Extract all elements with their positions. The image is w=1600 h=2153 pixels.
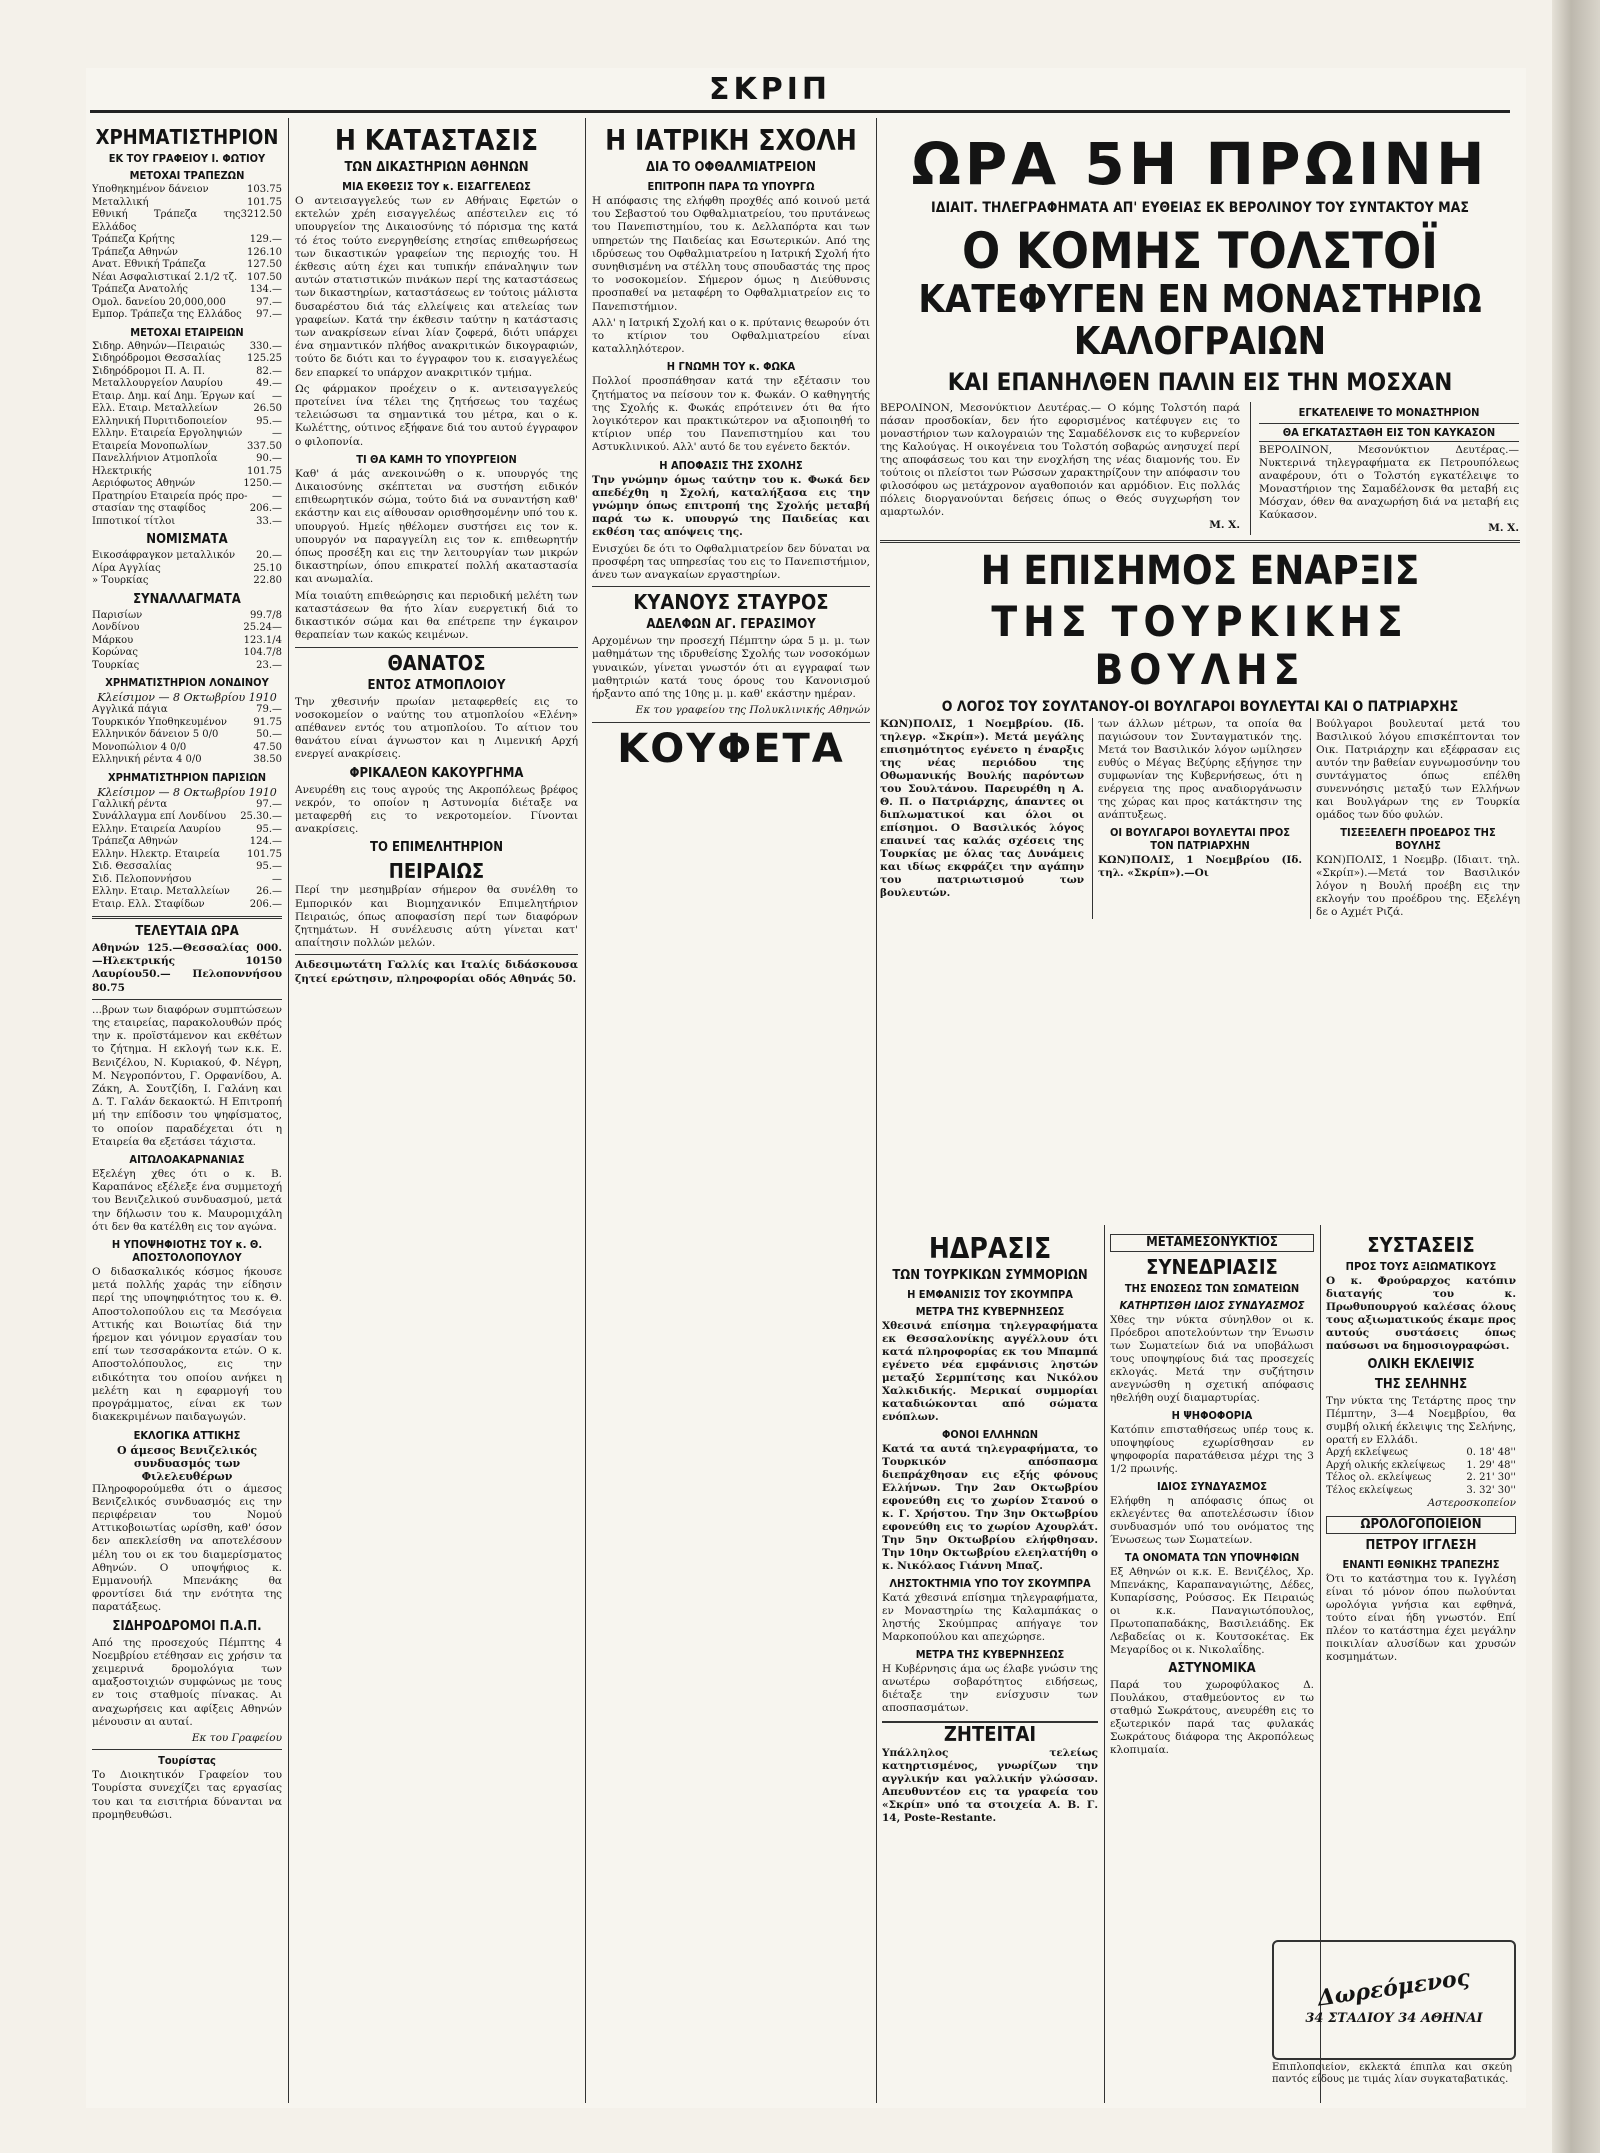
companies-heading: ΜΕΤΟΧΑΙ ΕΤΑΙΡΕΙΩΝ bbox=[130, 325, 244, 339]
row-value: 50.— bbox=[256, 729, 282, 740]
lead-story bbox=[880, 118, 1520, 1220]
row-value: 125.25 bbox=[247, 353, 282, 364]
row-label: Ελλην. Εταιρεία Λαυρίου bbox=[92, 823, 221, 835]
table-row bbox=[92, 478, 282, 491]
courts-text-4: Μία τοιαύτη επιθεώρησις και περιοδική μελέτη των καταστάσεων θα ήτο λίαν ευεργετική διά το δικαστικόν σώμα και θα επέτρεπε την έγκαιρον θεραπείαν των κακώς κειμένων. bbox=[295, 589, 578, 642]
medical-text-2: Αλλ' η Ιατρική Σχολή και ο κ. πρύτανις θεωρούν ότι το κτίριον του Οφθαλμιατρείου είναι καταλληλότερον. bbox=[592, 316, 870, 356]
wanted-title: ΖΗΤΕΙΤΑΙ bbox=[882, 1721, 1098, 1745]
session-text: Χθες την νύκτα σύνηλθον οι κ. Πρόεδροι αποτελούντων την Ένωσιν των Σωματείων διά να υποβάλωσι τους υποψηφίους διά τας προσεχείς εκλογάς. Μετά την συζήτησιν ανεγνώσθη η σχετική απόφασις ηθελήθη ουχί διαμαρτυρίας. bbox=[1110, 1314, 1314, 1404]
eclipse-text: Την νύκτα της Τετάρτης προς την Πέμπτην, 3—4 Νοεμβρίου, θα συμβή ολική έκλειψις της Σελήνης, ορατή εν Ελλάδι. bbox=[1326, 1395, 1516, 1446]
currency-table bbox=[92, 550, 282, 588]
row-label: Τράπεζα Ανατολής bbox=[92, 284, 188, 295]
row-label: Μεταλλουργείον Λαυρίου bbox=[92, 378, 223, 389]
table-row bbox=[92, 259, 282, 272]
row-value: 26.50 bbox=[253, 403, 282, 414]
row-label: Ελλην. Ηλεκτρ. Εταιρεία bbox=[92, 848, 220, 860]
table-row bbox=[92, 234, 282, 247]
article-body: ...βρων των διαφόρων συμπτώσεων της εταιρείας, παρακολουθών πρός την κ. προϊστάμενον και εκθέτων το ζήτημα. Η εκλογή των κ.κ. Ε. Βενιζέλου, Ν. Κυριακού, Φ. Νέγρη, Μ. Νεγροπόντου, Γ. Ορφανίδου, Α. Ζάκη, Α. Σουτζίδη, Ι. Γαλάνη και Δ. Τ. Γαλάν δεκαοκτώ. Η Επιτροπή μή την επίδοσιν του ψηφίσματος, το οποίον παραδέχεται ότι η Εταιρεία θα εξετάσει τάχιστα. bbox=[92, 1003, 282, 1148]
row-value: 101.75 bbox=[247, 848, 282, 860]
row-value: 79.— bbox=[256, 704, 282, 715]
row-label: Μάρκου bbox=[92, 634, 134, 646]
red-cross-text: Αρχομένων την προσεχή Πέμπτην ώρα 5 μ. μ. των μαθημάτων της ιδρυθείσης Σχολής των νοσοκόμων γυναικών, γίνεται γνωστόν ότι αι εγγραφαί των μαθητριών κατά τους όρους του Κανονισμού ήρξαντο από της 10ης μ. μ. καθ' εκάστην ημέραν. bbox=[592, 635, 870, 701]
table-row bbox=[92, 391, 282, 404]
row-value: 206.— bbox=[249, 503, 282, 514]
red-cross-subtitle: ΑΔΕΛΦΩΝ ΑΓ. ΓΕΡΑΣΙΜΟΥ bbox=[646, 617, 816, 633]
medical-subtitle: ΔΙΑ ΤΟ ΟΦΘΑΛΜΙΑΤΡΕΙΟΝ bbox=[645, 160, 817, 175]
table-row bbox=[92, 563, 282, 576]
row-value: 330.— bbox=[249, 340, 282, 352]
row-value: 25.24— bbox=[243, 622, 282, 633]
watchmaker-subtitle: ΠΕΤΡΟΥ ΙΓΓΛΕΣΗ bbox=[1365, 1538, 1477, 1553]
tolstoy-left-sign: Μ. Χ. bbox=[1209, 519, 1240, 531]
row-value: 129.— bbox=[249, 234, 282, 245]
row-label: Τέλος εκλείψεως bbox=[1326, 1484, 1413, 1496]
row-label: στασίαν της σταφίδος bbox=[92, 503, 206, 514]
courts-title: Η ΚΑΤΑΣΤΑΣΙΣ bbox=[334, 124, 539, 157]
measures-text: Η Κυβέρνησις άμα ως έλαβε γνώσιν της ανωτέρω σοβαρότητος ειδήσεως, διέταξε την ενίσχυσιν των αποσπασμάτων. bbox=[882, 1663, 1098, 1714]
table-row bbox=[1326, 1472, 1516, 1485]
tolstoy-right bbox=[1250, 402, 1519, 535]
row-value: 97.— bbox=[256, 296, 282, 308]
row-label: Συνάλλαγμα επί Λονδίνου bbox=[92, 811, 227, 822]
row-label: Σιδ. Θεσσαλίας bbox=[92, 861, 172, 872]
row-value: 99.7/8 bbox=[250, 609, 282, 621]
row-value: 47.50 bbox=[253, 741, 282, 753]
table-row bbox=[92, 824, 282, 837]
row-label: Εθνική Τράπεζα της Ελλάδος bbox=[92, 209, 241, 233]
courts-subtitle-2: ΜΙΑ ΕΚΘΕΣΙΣ ΤΟΥ κ. ΕΙΣΑΓΓΕΛΕΩΣ bbox=[342, 180, 531, 193]
row-label: Τράπεζα Αθηνών bbox=[92, 836, 178, 847]
table-row bbox=[92, 811, 282, 824]
table-row bbox=[92, 341, 282, 354]
tourist-title: Τουρίστας bbox=[158, 1754, 216, 1768]
page-edge bbox=[1552, 0, 1600, 2153]
bulgarians-heading: ΟΙ ΒΟΥΛΓΑΡΟΙ ΒΟΥΛΕΥΤΑΙ ΠΡΟΣ ΤΟΝ ΠΑΤΡΙΑΡΧΗΝ bbox=[1109, 826, 1290, 852]
bandits-text: Χθεσινά επίσημα τηλεγραφήματα εκ Θεσσαλονίκης αγγέλλουν ότι κατά πληροφορίας εκ του Μπαμπά εγένετο νέα εμφάνισις ληστών μεταξύ Σερμπίτσης και Νικόλου Χαλκιδικής. Μερικαί συμμορίαι καταδιώκονται από σώματα ενόπλων. bbox=[882, 1320, 1098, 1423]
row-label: Τράπεζα Αθηνών bbox=[92, 246, 178, 258]
row-label: Πανελλήνιον Ατμοπλοΐα bbox=[92, 453, 218, 464]
table-row bbox=[92, 403, 282, 416]
companies-table bbox=[92, 341, 282, 529]
table-row bbox=[92, 297, 282, 310]
banks-table bbox=[92, 184, 282, 322]
row-value: 3212.50 bbox=[240, 209, 282, 220]
bandits-subtitle: ΤΩΝ ΤΟΥΡΚΙΚΩΝ ΣΥΜΜΟΡΙΩΝ bbox=[892, 1268, 1088, 1283]
row-value: 91.75 bbox=[253, 716, 282, 728]
row-label: Σιδ. Πελοποννήσου bbox=[92, 873, 192, 885]
row-value: 97.— bbox=[256, 798, 282, 810]
police-text: Παρά του χωροφύλακος Δ. Πουλάκου, σταθμεύοντος εν τω σταθμώ Σωκράτους, ανευρέθη εις το εξωτερικόν παρά τας φυλακάς Σωκράτους διάφορα της Ακροπόλεως κλοπιμαία. bbox=[1110, 1679, 1314, 1756]
aitolia-text: Εξελέγη χθες ότι ο κ. Β. Καραπάνος εξέλεξε ένα συμμετοχή του Βενιζελικού συνδυασμού, μετά την δήλωσιν του κ. Μαυρομιχάλη ότι δεν θα κατέλθη εις τον αγώνα. bbox=[92, 1168, 282, 1233]
president-heading: ΤΙΣΕΞΕΛΕΓΗ ΠΡΟΕΔΡΟΣ ΤΗΣ ΒΟΥΛΗΣ bbox=[1340, 826, 1496, 852]
table-row bbox=[92, 717, 282, 730]
london-date: Κλείσιμον — 8 Οκτωβρίου 1910 bbox=[97, 691, 277, 704]
exchange-table bbox=[92, 610, 282, 673]
row-label: Λίρα Αγγλίας bbox=[92, 562, 161, 574]
session-subtitle: ΤΗΣ ΕΝΩΣΕΩΣ ΤΩΝ ΣΩΜΑΤΕΙΩΝ bbox=[1124, 1282, 1300, 1295]
column-courts bbox=[295, 122, 578, 2112]
tourist-text: Το Διοικητικόν Γραφείον του Τουρίστα συνεχίζει τας εργασίας του και τα εισιτήρια δύνανται να προμηθευθώσι. bbox=[92, 1769, 282, 1821]
table-row bbox=[92, 247, 282, 260]
chamber-text: Περί την μεσημβρίαν σήμερον θα συνέλθη το Εμπορικόν και Βιομηχανικόν Επιμελητήριον Πειραιώς, όπως αποφασίση περί των διαφόρων ζητημάτων. Η συνέλευσις αύτη γίνεται κατ' απαίτησιν πολλών μελών. bbox=[295, 884, 578, 950]
table-row bbox=[92, 647, 282, 660]
table-row bbox=[1326, 1447, 1516, 1460]
advice-subtitle: ΠΡΟΣ ΤΟΥΣ ΑΞΙΩΜΑΤΙΚΟΥΣ bbox=[1345, 1260, 1497, 1273]
table-row bbox=[92, 284, 282, 297]
vote-text: Κατόπιν επισταθήσεως υπέρ τους κ. υποψηφίους εχωρίσθησαν εν ψηφοφορία παρατάθεισα μέχρι της 3 1/2 πρωινής. bbox=[1110, 1424, 1314, 1475]
death-text: Την χθεσινήν πρωίαν μεταφερθείς εις το νοσοκομείον ο ναύτης του ατμοπλοίου «Ελένη» απέθανεν εντός του ατμοπλοίου. Το αίτιον του θανάτου είναι άγνωστον και η Λιμενική Αρχή ενεργεί ανακρίσεις. bbox=[295, 695, 578, 761]
row-value: 95.— bbox=[256, 415, 282, 427]
london-heading: ΧΡΗΜΑΤΙΣΤΗΡΙΟΝ ΛΟΝΔΙΝΟΥ bbox=[105, 676, 269, 689]
medical-text-5: Ενισχύει δε ότι το Οφθαλμιατρείον δεν δύναται να προσφέρη τας υπηρεσίας του εις το Πανεπιστήμιον, άνευ των αναγκαίων εργαστηρίων. bbox=[592, 542, 870, 582]
table-row bbox=[92, 886, 282, 899]
row-value: 49.— bbox=[256, 378, 282, 389]
row-value: 22.80 bbox=[253, 575, 282, 586]
column-rule bbox=[1104, 1225, 1105, 2103]
column-rule bbox=[288, 118, 289, 2103]
row-value: 33.— bbox=[256, 515, 282, 527]
row-label: Ελληνική ρέντα 4 0/0 bbox=[92, 754, 202, 765]
row-value: — bbox=[272, 390, 282, 402]
stamp-name: Δωρεόμενος bbox=[1316, 1963, 1472, 2012]
table-row bbox=[92, 466, 282, 479]
table-row bbox=[92, 849, 282, 862]
row-label: Εταιρ. Ελλ. Σταφίδων bbox=[92, 898, 205, 910]
row-label: Εμπορ. Τράπεζα της Ελλάδος bbox=[92, 309, 242, 320]
apost-title: Η ΥΠΟΨΗΦΙΟΤΗΣ ΤΟΥ κ. Θ. ΑΠΟΣΤΟΛΟΠΟΥΛΟΥ bbox=[111, 1238, 263, 1265]
row-value: 1. 29' 48'' bbox=[1466, 1459, 1516, 1471]
row-label: Ελληνικόν δάνειον 5 0/0 bbox=[92, 729, 219, 740]
row-value: 126.10 bbox=[247, 246, 282, 258]
turkish-col-1: ΚΩΝ)ΠΟΛΙΣ, 1 Νοεμβρίου. (Ιδ. τηλεγρ. «Σκρίπ»). Μετά μεγάλης επισημότητος εγένετο η έναρξις της νέας περιόδου της Οθωμανικής Βουλής παρόντων του Σουλτάνου. Παρευρέθη η Α. Θ. Π. ο Πατριάρχης, άπαντες οι διπλωματικοί και όλοι οι επίσημοι. Ο Βασιλικός λόγος επαινεί τας καλάς σχέσεις της Τουρκίας με όλας τας Δυνάμεις και ιδίως εκφράζει την αγάπην του πατριωτισμού των βουλευτών. bbox=[880, 718, 1084, 899]
table-row bbox=[1326, 1485, 1516, 1498]
watchmaker-text: Ότι το κατάστημα του κ. Ιγγλέση είναι τό μόνον όπου πωλούνται ωρολόγια γνήσια και εφθηνά, τούτο είναι ήδη γνωστόν. Επί πλέον το κατάστημα έχει μεγάλην ποικιλίαν αλυσίδων και χρυσών κοσμημάτων. bbox=[1326, 1573, 1516, 1663]
last-hour-text: Αθηνών 125.—Θεσσαλίας 000.—Ηλεκτρικής 10150 Λαυρίου50.— Πελοποννήσου 80.75 bbox=[92, 942, 282, 994]
column-rule bbox=[585, 118, 586, 2103]
attiki-subtitle: Ο άμεσος Βενιζελικός συνδυασμός των Φιλελευθέρων bbox=[116, 1443, 258, 1483]
exchange-heading: ΣΥΝΑΛΛΑΓΜΑΤΑ bbox=[133, 591, 241, 607]
row-value: 101.75 bbox=[247, 196, 282, 208]
red-cross-source: Εκ του γραφείου της Πολυκλινικής Αθηνών bbox=[635, 704, 870, 717]
row-value: 25.10 bbox=[253, 562, 282, 574]
row-label: Τουρκικόν Υποθηκευμένον bbox=[92, 716, 227, 728]
table-row bbox=[92, 874, 282, 887]
row-value: 90.— bbox=[256, 453, 282, 464]
medical-text-3: Πολλοί προσπάθησαν κατά την εξέτασιν του ζητήματος να πείσουν τον κ. Φωκάν. Ο καθηγητής της Σχολής κ. Φωκάς επρότεινεν ότι θα ήτο λογικότερον και πρακτικώτερον να αξιοποιηθή το κτίριον υπέρ του Πανεπιστημίου και του Αστυκλινικού. Αλλ' αυτό δε του εγένετο δεκτόν. bbox=[592, 375, 870, 454]
fokas-heading: Η ΓΝΩΜΗ ΤΟΥ κ. ΦΩΚΑ bbox=[666, 360, 796, 374]
bandits-subtitle-3: ΜΕΤΡΑ ΤΗΣ ΚΥΒΕΡΝΗΣΕΩΣ bbox=[915, 1305, 1065, 1318]
table-row bbox=[92, 309, 282, 322]
markets-title: ΧΡΗΜΑΤΙΣΤΗΡΙΟΝ bbox=[95, 125, 279, 149]
police-title: ΑΣΤΥΝΟΜΙΚΑ bbox=[1168, 1661, 1256, 1676]
row-label: Ελλ. Εταιρ. Μεταλλείων bbox=[92, 403, 218, 414]
table-row bbox=[92, 575, 282, 588]
row-label: Τέλος ολ. εκλείψεως bbox=[1326, 1472, 1432, 1483]
row-label: Παρισίων bbox=[92, 609, 143, 621]
row-value: 134.— bbox=[249, 284, 282, 295]
row-value: 124.— bbox=[249, 836, 282, 847]
chamber-subtitle: ΠΕΙΡΑΙΩΣ bbox=[388, 859, 485, 884]
medical-text-4: Την γνώμην όμως ταύτην του κ. Φωκά δεν απεδέχθη η Σχολή, καταλήξασα εις την γνώμην όπως επιτροπή της Σχολής μεταβή παρά τω κ. υπουργώ της Παιδείας και εκθέση τας απόψεις της. bbox=[592, 473, 870, 539]
row-label: Υποθηκημένον δάνειον bbox=[92, 184, 209, 195]
attiki-title: ΕΚΛΟΓΙΚΑ ΑΤΤΙΚΗΣ bbox=[133, 1428, 241, 1442]
column-rule bbox=[876, 118, 877, 2103]
table-row bbox=[92, 861, 282, 874]
turkish-subtitle: Ο ΛΟΓΟΣ ΤΟΥ ΣΟΥΛΤΑΝΟΥ-ΟΙ ΒΟΥΛΓΑΡΟΙ ΒΟΥΛΕΥΤΑΙ ΚΑΙ Ο ΠΑΤΡΙΑΡΧΗΣ bbox=[941, 699, 1459, 715]
row-label: Ηλεκτρικής bbox=[92, 465, 152, 477]
eclipse-source: Αστεροσκοπείον bbox=[1427, 1497, 1516, 1509]
column-bandits bbox=[882, 1230, 1098, 2100]
row-value: 123.1/4 bbox=[243, 634, 282, 646]
row-label: Σιδηρόδρομοι Π. Α. Π. bbox=[92, 365, 205, 377]
tolstoy-left bbox=[880, 402, 1240, 535]
table-row bbox=[92, 441, 282, 454]
table-row bbox=[92, 366, 282, 379]
column-misc bbox=[1326, 1230, 1516, 1930]
medical-subtitle-2: ΕΠΙΤΡΟΠΗ ΠΑΡΑ ΤΩ ΥΠΟΥΡΓΩ bbox=[647, 180, 815, 193]
courts-text-2: Ως φάρμακον προέχειν ο κ. αντεισαγγελεύς προτείνει ίνα τέλει της ζητήσεως του ταχέως τελειώσωσι τα σημαντικά του μέτρα, και ο κ. Κωλέττης, ούτινος εξήφανε διά του αυτού έγγραφον ο φιλοπονία. bbox=[295, 382, 578, 448]
table-row bbox=[92, 184, 282, 197]
table-row bbox=[92, 704, 282, 717]
row-value: 38.50 bbox=[253, 754, 282, 765]
tolstoy-right-sign: Μ. Χ. bbox=[1488, 522, 1519, 534]
session-subtitle-2: ΚΑΤΗΡΤΙΣΘΗ ΙΔΙΟΣ ΣΥΝΔΥΑΣΜΟΣ bbox=[1119, 1299, 1305, 1312]
row-label: Γαλλική ρέντα bbox=[92, 798, 168, 810]
row-value: 25.30.— bbox=[240, 811, 282, 822]
table-row bbox=[92, 272, 282, 285]
medical-title: Η ΙΑΤΡΙΚΗ ΣΧΟΛΗ bbox=[605, 124, 857, 157]
row-label: Ελλην. Εταιρεία Εργοληψιών bbox=[92, 428, 243, 439]
courts-subtitle: ΤΩΝ ΔΙΚΑΣΤΗΡΙΩΝ ΑΘΗΝΩΝ bbox=[344, 160, 529, 175]
table-row bbox=[92, 622, 282, 635]
session-title: ΜΕΤΑΜΕΣΟΝΥΚΤΙΟΣ bbox=[1110, 1234, 1314, 1252]
railways-text: Από της προσεχούς Πέμπτης 4 Νοεμβρίου ετέθησαν εις χρήσιν τα χειμερινά δρομολόγια των αμαξοστοιχιών συμφώνως με τους εν τοις σταθμοίς πίνακας. Αι αναχωρήσεις και αφίξεις Αθηνών μένουσιν αι αυταί. bbox=[92, 1636, 282, 1728]
row-value: — bbox=[272, 490, 282, 502]
coalition-title: ΙΔΙΟΣ ΣΥΝΔΥΑΣΜΟΣ bbox=[1156, 1480, 1268, 1493]
top-rule bbox=[90, 110, 1510, 113]
bandits-subtitle-2: Η ΕΜΦΑΝΙΣΙΣ ΤΟΥ ΣΚΟΥΜΠΡΑ bbox=[907, 1288, 1073, 1301]
headline-moscow: ΚΑΙ ΕΠΑΝΗΛΘΕΝ ΠΑΛΙΝ ΕΙΣ ΤΗΝ ΜΟΣΧΑΝ bbox=[947, 368, 1453, 396]
row-label: Ανατ. Εθνική Τράπεζα bbox=[92, 259, 206, 270]
row-label: Αρχή εκλείψεως bbox=[1326, 1447, 1408, 1458]
row-label: Αρχή ολικής εκλείψεως bbox=[1326, 1459, 1446, 1471]
apost-text: Ο διδασκαλικός κόσμος ήκουσε μετά πολλής χαράς την είδησιν περί της υποψηφιότητος του κ. Θ. Αποστολοπούλου εις τα Μεσόγεια Αττικής και Βοιωτίας διά την ήρεμον και γόνιμον εργασίαν του επί των τεσσαράκοντα ετών. Ο κ. Αποστολόπουλος, εις την ειδικότητα του οποίου ανήκει η μελέτη και η εφαρμογή του προγράμματος, είναι εκ των διακεκριμένων παιδαγωγών. bbox=[92, 1266, 282, 1424]
row-label: Ελληνική Πυριτιδοποιείον bbox=[92, 415, 228, 427]
row-label: » Τουρκίας bbox=[92, 575, 149, 586]
row-label: Λονδίνου bbox=[92, 622, 140, 633]
row-label: Ομολ. δανείου 20,000,000 bbox=[92, 296, 226, 308]
table-row bbox=[92, 742, 282, 755]
table-row bbox=[92, 610, 282, 623]
table-row bbox=[1326, 1460, 1516, 1473]
table-row bbox=[92, 550, 282, 563]
table-row bbox=[92, 416, 282, 429]
railways-source: Εκ του Γραφείου bbox=[191, 1731, 282, 1744]
vote-title: Η ΨΗΦΟΦΟΡΙΑ bbox=[1171, 1409, 1253, 1422]
attiki-text: Πληροφορούμεθα ότι ο άμεσος Βενιζελικός συνδυασμός εις την περιφέρειαν του Νομού Αττικοβοιωτίας ωρίσθη, καθ' όσον δεν απεκλείσθη να αποτελέσουν μέλη του οι εκ του διαμερίσματος Αθηνών. Ο υποψήφιος κ. Εμμανουήλ Μπενάκης θα φροντίσει διά την ενότητα της παρατάξεως. bbox=[92, 1482, 282, 1614]
row-value: 0. 18' 48'' bbox=[1466, 1447, 1516, 1458]
row-label: Σιδηρόδρομοι Θεσσαλίας bbox=[92, 353, 221, 364]
table-row bbox=[92, 197, 282, 210]
row-label: Ιπποτικοί τίτλοι bbox=[92, 515, 176, 527]
row-label: Τουρκίας bbox=[92, 659, 140, 671]
row-label: Μονοπώλιον 4 0/0 bbox=[92, 741, 187, 753]
coalition-text: Ελήφθη η απόφασις όπως οι εκλεγέντες θα αποτελέσωσιν ίδιον συνδυασμόν υπό του ονόματος της Ένωσεως των Σωματείων. bbox=[1110, 1495, 1314, 1546]
row-label: Σιδηρ. Αθηνών—Πειραιώς bbox=[92, 340, 225, 352]
medical-text-1: Η απόφασις της ελήφθη προχθές από κοινού μετά του Σεβαστού του Οφθαλμιατρείου, του πρυτάνεως του Πανεπιστημίου, του κ. Δελλαπόρτα και των υπηρετών της Παιδείας και Εσωτερικών. Από της ιδρύσεως του Οφθαλμιατρείου η Ιατρική Σχολή ήτο συνηθισμένη να στέλλη τους σπουδαστάς της προς το νοσοκομείον. Σήμερον όμως η Διεύθυνσις προσπαθεί να μεταφέρη το Οφθαλμιατρείον εις το Πανεπιστήμιον. bbox=[592, 195, 870, 313]
measures-title: ΜΕΤΡΑ ΤΗΣ ΚΥΒΕΡΝΗΣΕΩΣ bbox=[915, 1648, 1065, 1661]
row-value: 1250.— bbox=[243, 478, 282, 489]
row-value: 101.75 bbox=[247, 465, 282, 477]
table-row bbox=[92, 836, 282, 849]
advice-title: ΣΥΣΤΑΣΕΙΣ bbox=[1367, 1233, 1475, 1257]
row-label: Πρατηρίου Εταιρεία πρός προ- bbox=[92, 490, 248, 502]
paris-date: Κλείσιμον — 8 Οκτωβρίου 1910 bbox=[97, 785, 277, 799]
furniture-ad: Επιπλοποιείον, εκλεκτά έπιπλα και σκεύη παντός είδους με τιμάς λίαν συγκαταβατικάς. bbox=[1272, 2062, 1512, 2085]
row-label: Εικοσάφραγκον μεταλλικόν bbox=[92, 550, 236, 561]
row-label: Εταιρ. Δημ. καί Δημ. Έργων καί bbox=[92, 390, 256, 402]
robbery-text: Κατά χθεσινά επίσημα τηλεγραφήματα, εν Μοναστηρίω της Καλαμπάκας ο ληστής Σκούμπρας απήγαγε τον Μαρκοπούλου και απεχώρησε. bbox=[882, 1592, 1098, 1643]
watchmaker-subtitle-2: ΕΝΑΝΤΙ ΕΘΝΙΚΗΣ ΤΡΑΠΕΖΗΣ bbox=[1342, 1558, 1500, 1571]
table-row bbox=[92, 899, 282, 912]
watchmaker-title: ΩΡΟΛΟΓΟΠΟΙΕΙΟΝ bbox=[1326, 1516, 1516, 1534]
robbery-title: ΛΗΣΤΟΚΤΗΜΙΑ ΥΠΟ ΤΟΥ ΣΚΟΥΜΠΡΑ bbox=[889, 1577, 1091, 1590]
banks-heading: ΜΕΤΟΧΑΙ ΤΡΑΠΕΖΩΝ bbox=[129, 169, 245, 182]
markets-subtitle: ΕΚ ΤΟΥ ΓΡΑΦΕΙΟΥ Ι. ΦΩΤΙΟΥ bbox=[108, 152, 266, 165]
headline-tolstoy: Ο ΚΟΜΗΣ ΤΟΛΣΤΟΪ bbox=[962, 222, 1438, 280]
wanted-text: Υπάλληλος τελείως κατηρτισμένος, γνωρίζων την αγγλικήν και γαλλικήν γλώσσαν. Απευθυντέον εις τα γραφεία του «Σκρίπ» υπό τα στοιχεία Α. Β. Γ. 14, Poste-Restante. bbox=[882, 1747, 1098, 1824]
column-markets bbox=[92, 122, 282, 2112]
row-value: 95.— bbox=[256, 823, 282, 835]
turkish-title-2: ΤΗΣ ΤΟΥΡΚΙΚΗΣ ΒΟΥΛΗΣ bbox=[991, 597, 1409, 694]
eclipse-table bbox=[1326, 1447, 1516, 1497]
eclipse-subtitle: ΤΗΣ ΣΕΛΗΝΗΣ bbox=[1374, 1377, 1468, 1392]
row-value: 23.— bbox=[256, 659, 282, 671]
shop-stamp bbox=[1272, 1940, 1516, 2060]
classified-text: Αιδεσιμωτάτη Γαλλίς και Ιταλίς διδάσκουσα ζητεί ερώτησιν, πληροφορίαι οδός Αθηνάς 50. bbox=[295, 959, 578, 985]
london-table bbox=[92, 704, 282, 767]
table-row bbox=[92, 353, 282, 366]
names-title: ΤΑ ΟΝΟΜΑΤΑ ΤΩΝ ΥΠΟΨΗΦΙΩΝ bbox=[1124, 1551, 1300, 1564]
row-label: Νέαι Ασφαλιστικαί 2.1/2 τζ. bbox=[92, 271, 238, 283]
row-value: 26.— bbox=[256, 886, 282, 897]
currency-heading: ΝΟΜΙΣΜΑΤΑ bbox=[146, 532, 228, 547]
row-value: — bbox=[272, 428, 282, 439]
table-row bbox=[92, 660, 282, 673]
courts-text-1: Ο αντεισαγγελεύς των εν Αθήναις Εφετών ο εκτελών χρέη εισαγγελέως απέστειλεν εις τό υπουργείον της Δικαιοσύνης τό πόρισμα της κατά τό έτος τούτο ενεργηθείσης ετησίας επιθεωρήσεως των δικαστικών γραφείων της περιοχής του. Η έκθεσις αύτη έχει και τυπικήν επάναληψιν των αυτών στατιστικών πινάκων περί της καταστάσεως των δικαστηρίων, καταστάσεως εν τούτοις μάλιστα δυσαρέστου διά τάς ελλείψεις και ατελείας των γραφείων. Κατά την έκθεσιν ταύτην η κατάστασις των ανακρίσεων είναι λίαν ζοφερά, διότι υπάρχει ένα σημαντικόν πλήθος ανακριτικών δικογραφιών, τούτο δε διότι και το έγγραφον του κ. εισαγγελέως δεν επαρκεί το υπάρχον ανακριτικόν τμήμα. bbox=[295, 195, 578, 379]
table-row bbox=[92, 503, 282, 516]
murders-text: Κατά τα αυτά τηλεγραφήματα, το Τουρκικόν απόσπασμα διεπράχθησαν εις εξής φόνους Ελλήνων. Την 2αν Οκτωβρίου εφονεύθη εις το χωρίον Στανού ο κ. Γ. Χρήστου. Την 3ην Οκτωβρίου εφονεύθη εις το χωρίον Αχουρλάτ. Την 5ην Οκτωβρίου ελήφθησαν. Την 10ην Οκτωβρίου ελεηλατήθη ο κ. Νικόλαος Γιάννη Μπαζ. bbox=[882, 1443, 1098, 1572]
turkish-title-1: Η ΕΠΙΣΗΜΟΣ ΕΝΑΡΞΙΣ bbox=[980, 548, 1420, 594]
row-value: 337.50 bbox=[247, 440, 282, 452]
death-subtitle: ΕΝΤΟΣ ΑΤΜΟΠΛΟΙΟΥ bbox=[367, 677, 506, 693]
row-value: 103.75 bbox=[247, 184, 282, 195]
row-value: 97.— bbox=[256, 309, 282, 320]
names-text: Εξ Αθηνών οι κ.κ. Ε. Βενιζέλος, Χρ. Μπενάκης, Καραπαναγιώτης, Δέδες, Κυπαρίσσης, Ρούσσος. Εκ Πειραιώς οι κ.κ. Παναγιωτόπουλος, Πρωτοπαπαδάκης, Βασιλειάδης. Εκ Λεβαδείας οι κ. Κουτσοκέτας. Εκ Μεγαρίδος οι κ. Νικολαΐδης. bbox=[1110, 1566, 1314, 1656]
tolstoy-right-sub: ΘΑ ΕΓΚΑΤΑΣΤΑΘΗ ΕΙΣ ΤΟΝ ΚΑΥΚΑΣΟΝ bbox=[1259, 423, 1519, 442]
row-value: 95.— bbox=[256, 861, 282, 872]
row-value: 127.50 bbox=[247, 259, 282, 270]
tolstoy-right-text: ΒΕΡΟΛΙΝΟΝ, Μεσονύκτιον Δευτέρας.— Νυκτερινά τηλεγραφήματα εκ Πετρουπόλεως αναφέρουν, ότι ο Τολστόη εγκατέλειψε το Μοναστήριον της Σαμαδέλονσκ θα μεταβή εις Μόσχαν, όθεν θα αναχωρήση διά να μεταβή εις Καύκασον. bbox=[1259, 444, 1519, 521]
crime-text: Ανευρέθη εις τους αγρούς της Ακροπόλεως βρέφος νεκρόν, το οποίον η Αστυνομία διέταξε να μεταφερθή εις το νεκροτομείον. Γίνονται ανακρίσεις. bbox=[295, 783, 578, 836]
koufeta-ad: ΚΟΥΦΕΤΑ bbox=[617, 725, 845, 772]
table-row bbox=[92, 428, 282, 441]
table-row bbox=[92, 491, 282, 504]
table-row bbox=[92, 453, 282, 466]
row-value: 107.50 bbox=[247, 271, 282, 283]
session-title-2: ΣΥΝΕΔΡΙΑΣΙΣ bbox=[1146, 1255, 1278, 1279]
row-value: 206.— bbox=[249, 898, 282, 910]
paris-table bbox=[92, 799, 282, 912]
tolstoy-left-text: ΒΕΡΟΛΙΝΟΝ, Μεσονύκτιον Δευτέρας.— Ο κόμης Τολστόη παρά πάσαν προσδοκίαν, δεν ήτο εφορισμένος κατέφυγεν εις το μοναστήριον των καλογραιών της Σαμαδέλονσκ εις το κυβερνείον της Καλούγας. Η οικογένεια του Τολστόη σοβαρώς ανησυχεί περί της αποφάσεως του και την ενοχλήση της νέας διαμονής του. Εν τούτοις οι πλείστοι των Ρώσσων χαρακτηρίζουν την απόφασιν του φιλοσόφου ως μετάχρονον αγαθοποιόν και αρμόδιον. Εις πολλάς πόλεις διοργανούνται δεήσεις όπως ο Θεός συγχωρήση τον αμαρτωλόν. bbox=[880, 402, 1240, 518]
masthead: ΣΚΡΙΠ bbox=[709, 72, 831, 107]
table-row bbox=[92, 516, 282, 529]
table-row bbox=[92, 209, 282, 234]
headline-telegrams: ΙΔΙΑΙΤ. ΤΗΛΕΓΡΑΦΗΜΑΤΑ ΑΠ' ΕΥΘΕΙΑΣ ΕΚ ΒΕΡΟΛΙΝΟΥ ΤΟΥ ΣΥΝΤΑΚΤΟΥ ΜΑΣ bbox=[931, 200, 1469, 216]
stamp-address: 34 ΣΤΑΔΙΟΥ 34 ΑΘΗΝΑΙ bbox=[1305, 2010, 1483, 2026]
bandits-title: ΗΔΡΑΣΙΣ bbox=[928, 1232, 1052, 1265]
advice-text: Ο κ. Φρούραρχος κατόπιν διαταγής του κ. Πρωθυπουργού καλέσας όλους τους αξιωματικούς έκαμε προς αυτούς συστάσεις όπως παύσωσι να δημοσιογραφώσι. bbox=[1326, 1275, 1516, 1352]
table-row bbox=[92, 799, 282, 812]
aitolia-title: ΑΙΤΩΛΟΑΚΑΡΝΑΝΙΑΣ bbox=[129, 1153, 245, 1167]
row-label: Μεταλλική bbox=[92, 196, 149, 208]
headline-hour: ΩΡΑ 5Η ΠΡΩΙΝΗ bbox=[911, 130, 1489, 198]
row-value: — bbox=[272, 873, 282, 885]
turkish-col-2: των άλλων μέτρων, τα οποία θα παγιώσουν τον Συνταγματικόν της. Μετά τον Βασιλικόν λόγον ωμίλησεν ευθύς ο Μέγας Βεζύρης εξήγησε την συμφωνίαν της Κυβερνήσεως, ότι η ενέργεια της προς αναδιοργάνωσιν της χώρας και προς κατάκτησιν της ανάπτυξεως. ΟΙ ΒΟΥΛΓΑΡΟΙ ΒΟΥΛΕΥΤΑΙ ΠΡΟΣ ΤΟΝ ΠΑΤΡΙΑΡΧΗΝ ΚΩΝ)ΠΟΛΙΣ, 1 Νοεμβρίου (Ιδ. τηλ. «Σκρίπ»).—Οι bbox=[1092, 718, 1302, 919]
column-medical bbox=[592, 122, 870, 2112]
headline-monastery: ΚΑΤΕΦΥΓΕΝ ΕΝ ΜΟΝΑΣΤΗΡΙΩ ΚΑΛΟΓΡΑΙΩΝ bbox=[918, 277, 1482, 363]
row-value: 104.7/8 bbox=[243, 647, 282, 658]
chamber-title: ΤΟ ΕΠΙΜΕΛΗΤΗΡΙΟΝ bbox=[369, 840, 503, 856]
table-row bbox=[92, 635, 282, 648]
ministry-heading: ΤΙ ΘΑ ΚΑΜΗ ΤΟ ΥΠΟΥΡΓΕΙΟΝ bbox=[356, 452, 517, 466]
row-label: Αεριόφωτος Αθηνών bbox=[92, 478, 196, 489]
table-row bbox=[92, 378, 282, 391]
death-title: ΘΑΝΑΤΟΣ bbox=[387, 650, 486, 675]
murders-title: ΦΟΝΟΙ ΕΛΛΗΝΩΝ bbox=[942, 1428, 1038, 1441]
row-label: Τράπεζα Κρήτης bbox=[92, 234, 175, 245]
eclipse-title: ΟΛΙΚΗ ΕΚΛΕΙΨΙΣ bbox=[1367, 1357, 1475, 1372]
row-value: 2. 21' 30'' bbox=[1466, 1472, 1516, 1483]
turkish-col-3: Βούλγαροι βουλευταί μετά του Βασιλικού λόγου επισκέπτονται τον Οικ. Πατριάρχην και εξέφρασαν εις αυτόν την βαθείαν ευγνωμοσύνην του συντάγματος όπως επέλθη συνεννόησις μεταξύ των Ελλήνων και Βουλγάρων της εν Τουρκία ομάδος των δύο φυλών. ΤΙΣΕΞΕΛΕΓΗ ΠΡΟΕΔΡΟΣ ΤΗΣ ΒΟΥΛΗΣ ΚΩΝ)ΠΟΛΙΣ, 1 Νοεμβρ. (Ιδιαιτ. τηλ. «Σκρίπ»).—Μετά τον Βασιλικόν λόγον η Βουλή προέβη εις την εκλογήν του προέδρου της. Εξελέγη δε ο Αχμέτ Ριζά. bbox=[1310, 718, 1520, 919]
tolstoy-right-title: ΕΓΚΑΤΕΛΕΙΨΕ ΤΟ ΜΟΝΑΣΤΗΡΙΟΝ bbox=[1298, 406, 1480, 419]
railways-title: ΣΙΔΗΡΟΔΡΟΜΟΙ Π.Α.Π. bbox=[112, 1618, 262, 1634]
courts-text-3: Καθ' ά μάς ανεκοινώθη ο κ. υπουργός της Δικαιοσύνης σκέπτεται να συστήση ειδικόν επιθεωρητικόν σώμα, τούτο διά να συναντήση καθ' εκάστην και εις αίθουσαν ορισθησομένην υπό του κ. υπουργού. Ημείς ηθέλομεν συστήσει εις τον κ. υπουργόν να παραγγείλη εις τον κ. επιθεωρητήν όπως προσέξη και εις την λειτουργίαν των μικρών δικαστηρίων, όπου επικρατεί πολλή ακαταστασία και ανωμαλία. bbox=[295, 467, 578, 586]
table-row bbox=[92, 754, 282, 767]
row-value: 3. 32' 30'' bbox=[1466, 1484, 1516, 1496]
decision-heading: Η ΑΠΟΦΑΣΙΣ ΤΗΣ ΣΧΟΛΗΣ bbox=[659, 458, 803, 472]
crime-title: ΦΡΙΚΑΛΕΟΝ ΚΑΚΟΥΡΓΗΜΑ bbox=[349, 765, 524, 781]
row-value: 82.— bbox=[256, 365, 282, 377]
row-label: Εταιρεία Μονοπωλίων bbox=[92, 440, 208, 452]
row-label: Κορώνας bbox=[92, 647, 138, 658]
row-value: 20.— bbox=[256, 550, 282, 561]
table-row bbox=[92, 729, 282, 742]
last-hour-title: ΤΕΛΕΥΤΑΙΑ ΩΡΑ bbox=[135, 924, 239, 939]
row-label: Αγγλικά πάγια bbox=[92, 704, 168, 715]
paris-heading: ΧΡΗΜΑΤΙΣΤΗΡΙΟΝ ΠΑΡΙΣΙΩΝ bbox=[108, 770, 266, 784]
red-cross-title: ΚΥΑΝΟΥΣ ΣΤΑΥΡΟΣ bbox=[633, 590, 829, 615]
row-label: Ελλην. Εταιρ. Μεταλλείων bbox=[92, 886, 230, 897]
